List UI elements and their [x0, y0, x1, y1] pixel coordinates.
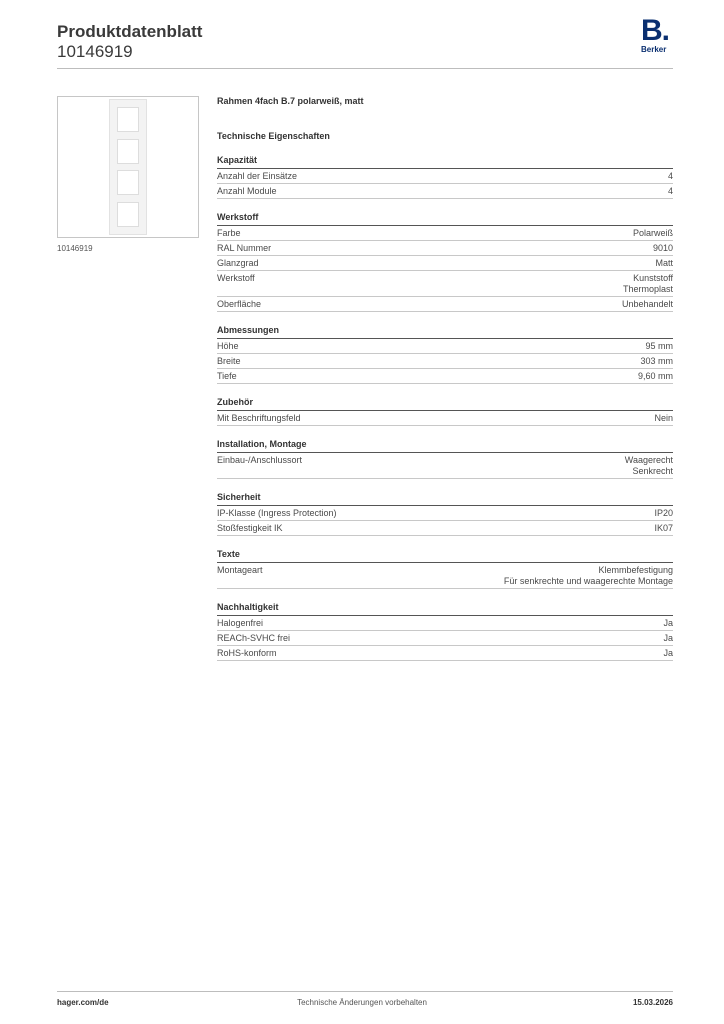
property-group — [217, 155, 673, 199]
document-title: Produktdatenblatt — [57, 22, 203, 41]
property-row — [217, 453, 673, 479]
image-caption: 10146919 — [57, 244, 93, 253]
property-row — [217, 184, 673, 199]
property-label: IP-Klasse (Ingress Protection) — [217, 508, 337, 518]
property-value: Waagerecht Senkrecht — [624, 455, 673, 476]
product-name: Rahmen 4fach B.7 polarweiß, matt — [217, 96, 364, 106]
property-row — [217, 631, 673, 646]
property-row — [217, 616, 673, 631]
group-title: Sicherheit — [217, 492, 673, 506]
property-row — [217, 241, 673, 256]
property-value: 95 mm — [645, 341, 673, 351]
property-value: Kunststoff Thermoplast — [622, 273, 673, 294]
property-value: Ja — [663, 633, 673, 643]
property-label: Oberfläche — [217, 299, 262, 309]
property-group — [217, 602, 673, 661]
group-title: Abmessungen — [217, 325, 673, 339]
property-label: Farbe — [217, 228, 241, 238]
footer-divider — [57, 991, 673, 992]
frame-slot — [117, 202, 139, 227]
footer-website: hager.com/de — [57, 998, 109, 1007]
property-row — [217, 226, 673, 241]
property-value: IK07 — [654, 523, 673, 533]
property-label: Breite — [217, 356, 241, 366]
group-title: Zubehör — [217, 397, 673, 411]
property-row — [217, 271, 673, 297]
product-image — [57, 96, 199, 238]
property-value: 9010 — [652, 243, 673, 253]
property-group — [217, 549, 673, 589]
property-value: Matt — [655, 258, 673, 268]
property-label: Höhe — [217, 341, 239, 351]
property-value: Nein — [654, 413, 673, 423]
property-label: RAL Nummer — [217, 243, 272, 253]
header-divider — [57, 68, 673, 69]
frame-slot — [117, 170, 139, 195]
property-row — [217, 339, 673, 354]
berker-logo — [641, 14, 673, 55]
group-title: Kapazität — [217, 155, 673, 169]
property-row — [217, 354, 673, 369]
footer-disclaimer: Technische Änderungen vorbehalten — [297, 998, 427, 1007]
logo-letter: B. — [641, 14, 669, 47]
property-label: Anzahl Module — [217, 186, 277, 196]
property-group — [217, 439, 673, 479]
property-row — [217, 411, 673, 426]
property-row — [217, 646, 673, 661]
property-label: Mit Beschriftungsfeld — [217, 413, 301, 423]
property-label: Tiefe — [217, 371, 237, 381]
property-row — [217, 369, 673, 384]
property-label: RoHS-konform — [217, 648, 277, 658]
property-value: 303 mm — [640, 356, 673, 366]
property-label: Montageart — [217, 565, 263, 575]
property-label: Glanzgrad — [217, 258, 259, 268]
property-value: 4 — [667, 171, 673, 181]
document-header — [57, 22, 202, 62]
property-value: Ja — [663, 618, 673, 628]
property-group — [217, 397, 673, 426]
property-groups — [217, 155, 673, 661]
property-group — [217, 325, 673, 384]
property-label: Stoßfestigkeit IK — [217, 523, 283, 533]
group-title: Nachhaltigkeit — [217, 602, 673, 616]
property-value: IP20 — [654, 508, 673, 518]
footer-date: 15.03.2026 — [632, 998, 673, 1007]
property-value: 4 — [667, 186, 673, 196]
property-value: Ja — [663, 648, 673, 658]
property-row — [217, 297, 673, 312]
group-title: Texte — [217, 549, 673, 563]
property-row — [217, 256, 673, 271]
property-row — [217, 563, 673, 589]
property-value: Polarweiß — [632, 228, 673, 238]
property-row — [217, 169, 673, 184]
property-label: REACh-SVHC frei — [217, 633, 291, 643]
property-value: Unbehandelt — [621, 299, 673, 309]
property-label: Anzahl der Einsätze — [217, 171, 298, 181]
property-value: 9,60 mm — [637, 371, 673, 381]
document-number: 10146919 — [57, 42, 133, 61]
product-details — [217, 96, 673, 661]
group-title: Werkstoff — [217, 212, 673, 226]
section-heading: Technische Eigenschaften — [217, 131, 330, 141]
property-row — [217, 521, 673, 536]
frame-slot — [117, 139, 139, 164]
logo-word: Berker — [641, 45, 667, 54]
frame-illustration — [109, 99, 147, 235]
group-title: Installation, Montage — [217, 439, 673, 453]
property-value: Klemmbefestigung Für senkrechte und waagerechte Montage — [503, 565, 673, 586]
property-group — [217, 492, 673, 536]
property-label: Werkstoff — [217, 273, 255, 283]
property-label: Halogenfrei — [217, 618, 264, 628]
property-group — [217, 212, 673, 312]
property-label: Einbau-/Anschlussort — [217, 455, 303, 465]
frame-slot — [117, 107, 139, 132]
property-row — [217, 506, 673, 521]
